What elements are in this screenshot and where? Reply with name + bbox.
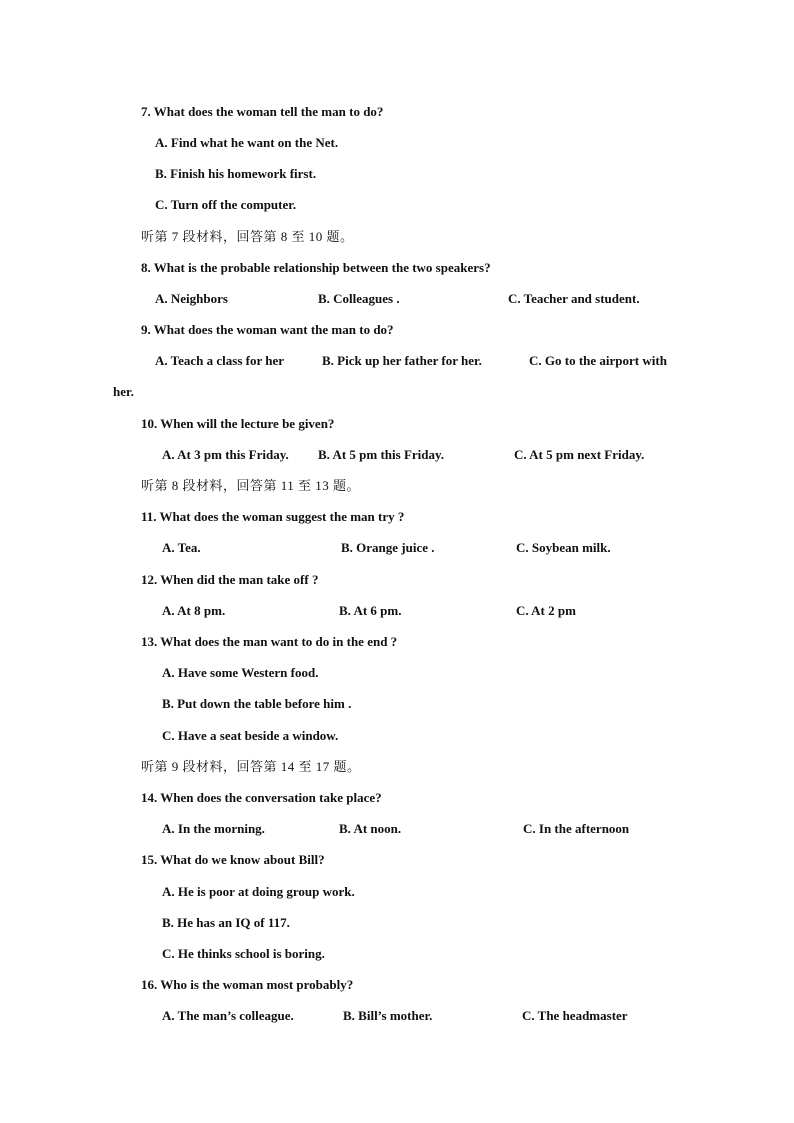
section-instruction-8: 听第 8 段材料，回答第 11 至 13 题。 bbox=[141, 478, 361, 493]
question-15: 15. What do we know about Bill? bbox=[141, 852, 325, 867]
q9-option-b: B. Pick up her father for her. bbox=[322, 353, 482, 368]
q9-option-c: C. Go to the airport with bbox=[529, 353, 667, 368]
q14-option-a: A. In the morning. bbox=[162, 821, 265, 836]
q13-option-b: B. Put down the table before him . bbox=[162, 696, 352, 711]
question-11: 11. What does the woman suggest the man try ? bbox=[141, 509, 405, 524]
q12-option-c: C. At 2 pm bbox=[516, 603, 576, 618]
q15-option-c: C. He thinks school is boring. bbox=[162, 946, 325, 961]
q11-option-b: B. Orange juice . bbox=[341, 540, 435, 555]
q7-option-b: B. Finish his homework first. bbox=[155, 166, 317, 181]
q8-option-b: B. Colleagues . bbox=[318, 291, 400, 306]
q16-option-b: B. Bill’s mother. bbox=[343, 1008, 433, 1023]
q16-option-a: A. The man’s colleague. bbox=[162, 1008, 294, 1023]
q7-option-c: C. Turn off the computer. bbox=[155, 197, 297, 212]
section-instruction-7: 听第 7 段材料，回答第 8 至 10 题。 bbox=[141, 229, 354, 244]
question-9: 9. What does the woman want the man to do? bbox=[141, 322, 394, 337]
q10-option-b: B. At 5 pm this Friday. bbox=[318, 447, 445, 462]
q9-option-a: A. Teach a class for her bbox=[155, 353, 285, 368]
q14-option-c: C. In the afternoon bbox=[523, 821, 630, 836]
q16-option-c: C. The headmaster bbox=[522, 1008, 628, 1023]
q13-option-a: A. Have some Western food. bbox=[162, 665, 319, 680]
q14-option-b: B. At noon. bbox=[339, 821, 402, 836]
q12-option-b: B. At 6 pm. bbox=[339, 603, 402, 618]
q8-option-c: C. Teacher and student. bbox=[508, 291, 640, 306]
q15-option-b: B. He has an IQ of 117. bbox=[162, 915, 290, 930]
q13-option-c: C. Have a seat beside a window. bbox=[162, 728, 339, 743]
question-8: 8. What is the probable relationship between the two speakers? bbox=[141, 260, 491, 275]
q10-option-a: A. At 3 pm this Friday. bbox=[162, 447, 289, 462]
question-10: 10. When will the lecture be given? bbox=[141, 416, 335, 431]
q12-option-a: A. At 8 pm. bbox=[162, 603, 226, 618]
question-7: 7. What does the woman tell the man to do? bbox=[141, 104, 384, 119]
q11-option-a: A. Tea. bbox=[162, 540, 201, 555]
question-13: 13. What does the man want to do in the end ? bbox=[141, 634, 398, 649]
question-12: 12. When did the man take off ? bbox=[141, 572, 319, 587]
question-16: 16. Who is the woman most probably? bbox=[141, 977, 354, 992]
q8-option-a: A. Neighbors bbox=[155, 291, 228, 306]
q7-option-a: A. Find what he want on the Net. bbox=[155, 135, 339, 150]
q11-option-c: C. Soybean milk. bbox=[516, 540, 611, 555]
section-instruction-9: 听第 9 段材料，回答第 14 至 17 题。 bbox=[141, 759, 361, 774]
q15-option-a: A. He is poor at doing group work. bbox=[162, 884, 355, 899]
q9-option-c-continued: her. bbox=[113, 384, 134, 399]
q10-option-c: C. At 5 pm next Friday. bbox=[514, 447, 645, 462]
question-14: 14. When does the conversation take place? bbox=[141, 790, 382, 805]
